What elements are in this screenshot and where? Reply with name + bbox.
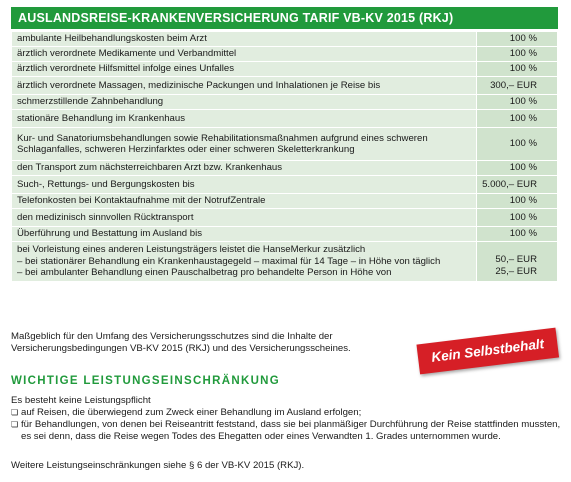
benefit-value bbox=[477, 242, 558, 282]
footnote-line: Versicherungsbedingungen VB-KV 2015 (RKJ) und des Versicherungsscheines. bbox=[11, 343, 351, 354]
restrictions-block bbox=[11, 395, 561, 443]
benefit-description-line: Schlaganfalles, schweren Herzinfarktes oder einer schweren Skeletterkrankung bbox=[17, 144, 355, 155]
restriction-item bbox=[11, 419, 561, 443]
table-row bbox=[12, 194, 558, 209]
benefit-description bbox=[12, 128, 477, 161]
table-row bbox=[12, 62, 558, 77]
footnote-line: Maßgeblich für den Umfang des Versicherungsschutzes sind die Inhalte der bbox=[11, 331, 333, 342]
restriction-list bbox=[11, 407, 561, 443]
benefit-value-line: 100 % bbox=[509, 33, 537, 45]
benefit-description bbox=[12, 47, 477, 62]
table-row bbox=[12, 227, 558, 242]
section-title: WICHTIGE LEISTUNGSEINSCHRÄNKUNG bbox=[11, 375, 281, 387]
benefit-value bbox=[477, 227, 558, 242]
benefit-description-line: den Transport zum nächsterreichbaren Arzt bzw. Krankenhaus bbox=[17, 162, 283, 174]
benefit-value-line: 100 % bbox=[509, 138, 537, 150]
benefit-description-line: ärztlich verordnete Medikamente und Verbandmittel bbox=[17, 48, 237, 60]
more-restrictions-note: Weitere Leistungseinschränkungen siehe § 6 der VB-KV 2015 (RKJ). bbox=[11, 460, 305, 471]
benefit-value-line: 50,– EUR bbox=[495, 254, 537, 265]
table-row bbox=[12, 242, 558, 282]
benefit-description-line: ärztlich verordnete Hilfsmittel infolge eines Unfalles bbox=[17, 63, 235, 75]
restriction-text-line: auf Reisen, die überwiegend zum Zweck einer Behandlung im Ausland erfolgen; bbox=[21, 407, 362, 418]
benefit-description bbox=[12, 161, 477, 176]
benefit-description-line: stationäre Behandlung im Krankenhaus bbox=[17, 112, 186, 124]
benefit-value bbox=[477, 62, 558, 77]
benefit-description bbox=[12, 242, 477, 282]
benefit-value bbox=[477, 95, 558, 110]
benefit-description-line: den medizinisch sinnvollen Rücktransport bbox=[17, 211, 194, 223]
table-row bbox=[12, 32, 558, 47]
restriction-item bbox=[11, 407, 561, 419]
benefit-description bbox=[12, 95, 477, 110]
restriction-text-line: es sei denn, dass die Reise wegen Todes des Ehegatten oder eines Verwandten 1. Grades unternommen wurde. bbox=[21, 431, 501, 442]
benefit-value-line: 25,– EUR bbox=[495, 265, 537, 277]
table-row bbox=[12, 161, 558, 176]
restriction-text bbox=[21, 407, 361, 419]
benefit-description-line: schmerzstillende Zahnbehandlung bbox=[17, 96, 164, 108]
benefit-description bbox=[12, 32, 477, 47]
benefit-value-line: 100 % bbox=[509, 211, 537, 223]
benefit-description bbox=[12, 194, 477, 209]
table-row bbox=[12, 128, 558, 161]
stamp-label: Kein Selbstbehalt bbox=[416, 328, 559, 375]
table-row bbox=[12, 77, 558, 95]
benefit-description-line: ärztlich verordnete Massagen, medizinische Packungen und Inhalationen je Reise bis bbox=[17, 79, 381, 91]
benefit-description bbox=[12, 227, 477, 242]
benefit-value-line: 100 % bbox=[509, 48, 537, 60]
benefit-value-line: 5.000,– EUR bbox=[482, 178, 537, 190]
benefit-description bbox=[12, 110, 477, 128]
benefit-value bbox=[477, 32, 558, 47]
benefit-description-line: – bei stationärer Behandlung ein Krankenhaustagegeld – maximal für 14 Tage – in Höhe von täglich bbox=[17, 255, 441, 267]
benefit-description bbox=[12, 209, 477, 227]
restriction-text-line: für Behandlungen, von denen bei Reiseantritt feststand, dass sie bei planmäßiger Durchführung der Reise stattfinden mussten, bbox=[21, 419, 561, 430]
benefit-description-line: Telefonkosten bei Kontaktaufnahme mit der NotrufZentrale bbox=[17, 195, 266, 207]
benefit-value-line: 100 % bbox=[509, 195, 537, 207]
benefit-description-line: Kur- und Sanatoriumsbehandlungen sowie Rehabilitationsmaßnahmen aufgrund eines schweren bbox=[17, 132, 428, 144]
benefit-value bbox=[477, 209, 558, 227]
table-row bbox=[12, 47, 558, 62]
benefit-description-line: bei Vorleistung eines anderen Leistungsträgers leistet die HanseMerkur zusätzlich bbox=[17, 244, 366, 256]
benefit-value bbox=[477, 194, 558, 209]
checkbox-square-icon: ❏ bbox=[11, 420, 19, 429]
benefit-value-line: 300,– EUR bbox=[490, 79, 537, 91]
benefit-value-line: 100 % bbox=[509, 112, 537, 124]
benefit-description-line: ambulante Heilbehandlungskosten beim Arzt bbox=[17, 33, 207, 45]
table-row bbox=[12, 110, 558, 128]
benefit-value bbox=[477, 161, 558, 176]
table-title: AUSLANDSREISE-KRANKENVERSICHERUNG TARIF VB-KV 2015 (RKJ) bbox=[11, 7, 558, 29]
restriction-text bbox=[21, 419, 560, 443]
benefit-description bbox=[12, 176, 477, 194]
benefits-table bbox=[11, 31, 558, 282]
benefit-value-line: 100 % bbox=[509, 228, 537, 240]
benefit-value bbox=[477, 176, 558, 194]
benefit-value-line: 100 % bbox=[509, 96, 537, 108]
footnote bbox=[11, 331, 411, 355]
benefit-description-line: Such-, Rettungs- und Bergungskosten bis bbox=[17, 178, 195, 190]
benefit-value bbox=[477, 110, 558, 128]
checkbox-square-icon: ❏ bbox=[11, 408, 19, 417]
restriction-intro: Es besteht keine Leistungspflicht bbox=[11, 395, 151, 406]
benefit-description bbox=[12, 62, 477, 77]
benefit-description bbox=[12, 77, 477, 95]
benefit-value-line: 100 % bbox=[509, 63, 537, 75]
benefit-value-line: 100 % bbox=[509, 162, 537, 174]
table-row bbox=[12, 95, 558, 110]
no-deductible-stamp bbox=[416, 328, 559, 379]
benefit-value bbox=[477, 77, 558, 95]
table-row bbox=[12, 209, 558, 227]
benefit-description-line: Überführung und Bestattung im Ausland bis bbox=[17, 228, 203, 240]
benefit-description-line: – bei ambulanter Behandlung einen Pauschalbetrag pro behandelte Person in Höhe von bbox=[17, 267, 392, 279]
benefit-value bbox=[477, 47, 558, 62]
benefit-value bbox=[477, 128, 558, 161]
table-row bbox=[12, 176, 558, 194]
